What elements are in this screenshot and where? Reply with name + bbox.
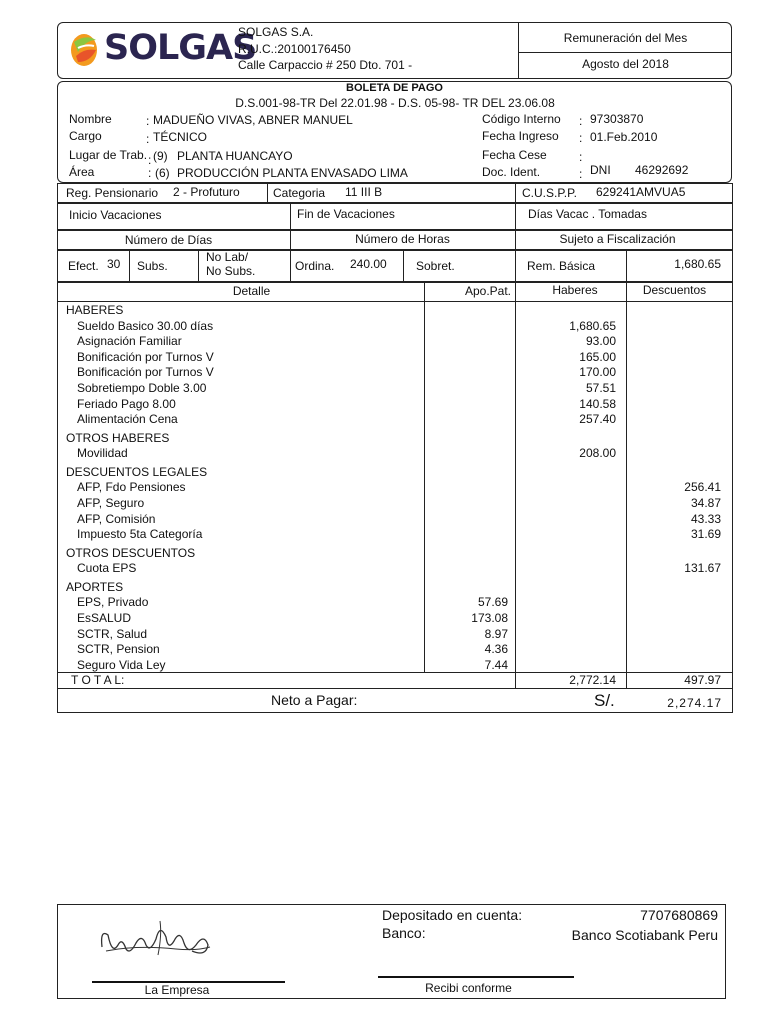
fiscal-header: Sujeto a Fiscalización [559,232,676,246]
detail-label: Impuesto 5ta Categoría [77,527,203,542]
reg-label: Reg. Pensionario [66,186,159,200]
haberes-value: 93.00 [585,334,616,349]
apo-pat-header: Apo.Pat. [464,284,512,298]
haberes-value: 257.40 [579,412,616,427]
empresa-label: La Empresa [144,983,210,997]
apo-value: 57.69 [477,595,508,610]
descuentos-value: 31.69 [690,527,721,542]
haberes-value: 1,680.65 [569,318,616,333]
detail-label: Bonificación por Turnos V [77,349,214,364]
nolab-label-1: No Lab/ [206,250,249,264]
recibi-label: Recibi conforme [425,981,512,995]
categoria-label: Categoria [273,186,326,200]
cv-divider-5 [515,250,516,282]
detail-label: Asignación Familiar [77,334,182,349]
descuentos-value: 34.87 [690,495,721,510]
haberes-value: 165.00 [579,349,616,364]
cv-divider-2 [198,250,199,282]
haberes-value: 140.58 [579,396,616,411]
signature-icon [96,915,216,965]
solgas-logo-icon [68,30,102,70]
logo-text: SOLGAS [104,28,257,68]
descuentos-value: 43.33 [690,511,721,526]
total-label: T O T A L: [71,673,125,687]
section-header: HABERES [66,303,124,317]
colon: : [146,114,150,128]
area-label: Área [69,165,95,179]
descuentos-header: Descuentos [642,283,707,297]
colon: : [579,150,583,164]
detail-label: AFP, Seguro [77,495,145,510]
dias-vacaciones-label: Días Vacac . Tomadas [528,207,647,221]
colon: : [579,114,583,128]
inicio-vacaciones-label: Inicio Vacaciones [69,208,162,222]
apo-value: 8.97 [484,626,508,641]
detail-label: Sobretiempo Doble 3.00 [77,380,207,395]
cv-divider-3 [290,250,291,282]
sobret-label: Sobret. [416,259,455,273]
efect-value: 30 [107,257,121,271]
bank-label: Banco: [382,925,426,941]
total-haberes: 2,772.14 [569,673,616,687]
bank-value: Banco Scotiabank Peru [571,927,718,943]
recibi-signature-line [378,976,574,978]
nolab-label-2: No Subs. [206,264,256,278]
cuspp-label: C.U.S.P.P. [522,186,577,200]
detail-label: Sueldo Basico 30.00 días [77,318,214,333]
slip-title: BOLETA DE PAGO [346,82,443,94]
section-header: APORTES [66,579,124,594]
detail-label: SCTR, Salud [77,626,148,641]
company-name: SOLGAS S.A. [238,25,314,39]
ingreso-value: 01.Feb.2010 [590,130,658,144]
colon: : [148,153,152,167]
haberes-value: 208.00 [579,446,616,461]
codigo-value: 97303870 [590,112,644,126]
doc-number: 46292692 [635,163,689,177]
neto-currency: S/. [594,691,615,710]
detail-label: AFP, Fdo Pensiones [77,480,186,495]
company-address: Calle Carpaccio # 250 Dto. 701 - [238,58,413,72]
cargo-value: TÉCNICO [153,130,207,144]
detail-header-line [57,301,733,302]
lugar-value: PLANTA HUANCAYO [177,149,293,163]
haberes-header: Haberes [552,283,598,297]
detail-label: Seguro Vida Ley [77,657,166,672]
rem-basica-label: Rem. Básica [527,259,596,273]
categoria-value: 11 III B [345,185,383,199]
ordina-value: 240.00 [350,257,387,271]
ordina-label: Ordina. [295,259,335,273]
header-right-divider [518,52,732,53]
cuspp-value: 629241AMVUA5 [596,185,686,199]
pension-divider-1 [267,183,268,203]
cv-divider-4 [403,250,404,282]
rem-basica-value: 1,680.65 [674,257,721,271]
doc-label: Doc. Ident. [482,165,541,179]
nombre-value: MADUEÑO VIVAS, ABNER MANUEL [153,113,353,127]
detail-label: Feriado Pago 8.00 [77,396,176,411]
descuentos-value: 256.41 [684,480,721,495]
nombre-label: Nombre [69,112,112,126]
section-header: OTROS DESCUENTOS [66,545,196,560]
neto-label: Neto a Pagar: [271,692,358,708]
cargo-label: Cargo [69,129,102,143]
descuentos-value: 131.67 [684,561,721,576]
detail-label: Alimentación Cena [77,412,178,427]
apo-value: 173.08 [471,610,508,625]
deposit-value: 7707680869 [640,907,718,923]
neto-value: 2,274.17 [667,696,722,710]
lugar-code: (9) [153,149,168,163]
section-header: OTROS HABERES [66,430,170,445]
area-value: PRODUCCIÓN PLANTA ENVASADO LIMA [177,166,408,180]
remuneration-period: Agosto del 2018 [582,57,669,71]
colon: : [148,166,152,180]
detail-label: EPS, Privado [77,595,149,610]
deposit-label: Depositado en cuenta: [382,907,523,923]
cese-label: Fecha Cese [482,148,547,162]
colon: : [146,132,150,146]
haberes-value: 170.00 [579,365,616,380]
colon: : [579,131,583,145]
haberes-value: 57.51 [585,380,616,395]
subs-label: Subs. [137,259,168,273]
lugar-label: Lugar de Trab. [69,148,148,162]
slip-decree: D.S.001-98-TR Del 22.01.98 - D.S. 05-98- TR DEL 23.06.08 [235,96,555,110]
doc-type: DNI [590,163,611,177]
colon: : [579,167,583,181]
codigo-label: Código Interno [482,112,561,126]
dias-header: Número de Días [124,233,213,247]
detail-label: AFP, Comisión [77,511,156,526]
detail-label: Cuota EPS [77,561,137,576]
remuneration-title: Remuneración del Mes [563,31,688,45]
detalle-header: Detalle [232,284,271,298]
horas-header: Número de Horas [355,232,450,246]
detail-label: SCTR, Pension [77,642,160,657]
section-header: DESCUENTOS LEGALES [66,464,208,479]
fin-vacaciones-label: Fin de Vacaciones [297,207,395,221]
vac-divider-1 [290,203,291,230]
apo-value: 4.36 [484,642,508,657]
vac-divider-2 [515,203,516,230]
pension-divider-2 [515,183,516,203]
cv-divider-1 [129,250,130,282]
area-code: (6) [155,166,170,180]
reg-value: 2 - Profuturo [173,185,240,199]
efect-label: Efect. [68,259,99,273]
detail-label: Movilidad [77,446,128,461]
detail-label: Bonificación por Turnos V [77,365,214,380]
apo-value: 7.44 [484,657,508,672]
company-ruc: R.U.C.:20100176450 [238,42,351,56]
ingreso-label: Fecha Ingreso [482,129,559,143]
detail-label: EsSALUD [77,610,132,625]
total-descuentos: 497.97 [684,673,721,687]
